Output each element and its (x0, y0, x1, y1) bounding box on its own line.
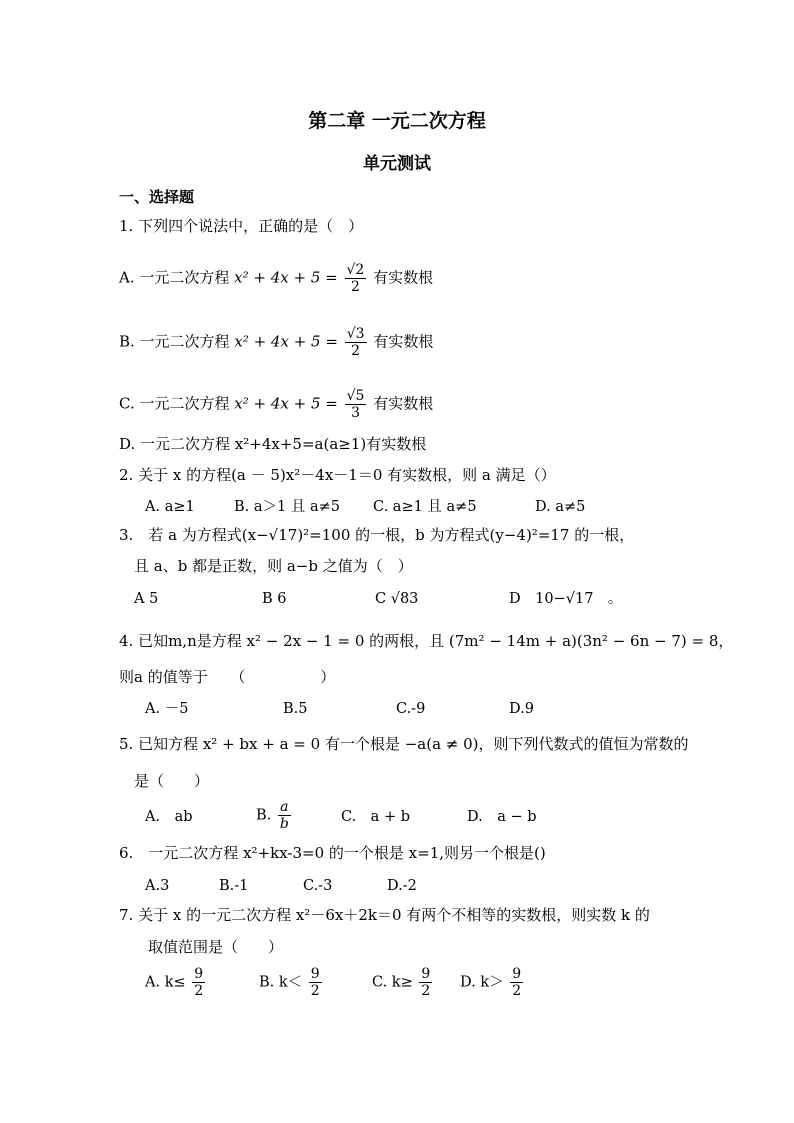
q6-stem: 6. 一元二次方程 x²+kx-3=0 的一个根是 x=1,则另一个根是() (119, 844, 546, 862)
q1-b-fraction (345, 326, 367, 359)
q1-c-prefix: C. 一元二次方程 (119, 394, 230, 413)
q7-option-b (259, 966, 324, 999)
q4-option-d: D.9 (509, 701, 534, 717)
q7-stem: 7. 关于 x 的一元二次方程 x²－6x＋2k＝0 有两个不相等的实数根，则实数 k 的 (119, 906, 650, 924)
q2-option-a: A. a≥1 (145, 499, 195, 515)
q7-option-b-label: B. k＜ (259, 974, 303, 991)
q7-option-a-fraction (192, 966, 205, 999)
chapter-title: 第二章 一元二次方程 (308, 110, 486, 132)
q5-option-b-fraction (278, 799, 291, 832)
q4-option-a: A. －5 (145, 701, 189, 717)
q7-option-d-fraction (510, 966, 523, 999)
q4-option-c: C.-9 (396, 701, 426, 717)
q5-stem-continued: 是（ ） (134, 772, 210, 790)
q5-option-a: A. ab (145, 809, 193, 825)
q5-option-b-label: B. (256, 807, 272, 824)
q4-option-b: B.5 (283, 701, 308, 717)
q7-option-a (145, 966, 207, 999)
q4-stem: 4. 已知m,n是方程 x² − 2x − 1 = 0 的两根，且 (7m² − 14m + a)(3n² − 6n − 7) = 8， (119, 632, 734, 650)
q1-c-fraction (345, 388, 367, 421)
q4-stem-continued: 则a 的值等于 （ ） (119, 668, 336, 686)
q3-option-b: B 6 (262, 591, 287, 607)
q1-c-numerator: √5 (346, 388, 365, 404)
q7-stem-continued: 取值范围是（ ） (148, 938, 284, 956)
q7-option-d (460, 966, 525, 999)
q7-option-a-denominator: 2 (194, 983, 204, 999)
q1-b-denominator: 2 (351, 343, 361, 359)
q7-option-c-fraction (419, 966, 432, 999)
q2-option-b: B. a＞1 且 a≠5 (234, 499, 340, 515)
q5-option-b-denominator: b (279, 816, 289, 832)
q1-a-prefix: A. 一元二次方程 (119, 268, 230, 287)
q6-option-b: B.-1 (219, 878, 249, 894)
q3-option-a: A 5 (134, 591, 159, 607)
q1-c-suffix: 有实数根 (373, 394, 434, 413)
q1-b-prefix: B. 一元二次方程 (119, 332, 230, 351)
q6-option-a: A.3 (145, 878, 170, 894)
subtitle: 单元测试 (363, 154, 431, 174)
q1-b-suffix: 有实数根 (373, 332, 434, 351)
q5-option-c: C. a + b (341, 809, 410, 825)
q1-a-numerator: √2 (346, 262, 365, 278)
q5-option-d: D. a − b (467, 809, 537, 825)
q1-option-d: D. 一元二次方程 x²+4x+5=a(a≥1)有实数根 (119, 435, 427, 453)
q1-c-denominator: 3 (351, 405, 360, 421)
q7-option-d-numerator: 9 (512, 966, 522, 982)
q2-stem: 2. 关于 x 的方程(a － 5)x²－4x－1＝0 有实数根，则 a 满足（） (119, 466, 556, 484)
q6-option-d: D.-2 (387, 878, 417, 894)
q3-stem-continued: 且 a、b 都是正数，则 a−b 之值为（ ） (134, 557, 413, 575)
q1-a-suffix: 有实数根 (373, 268, 434, 287)
q6-option-c: C.-3 (303, 878, 333, 894)
q1-stem: 1. 下列四个说法中，正确的是（ ） (119, 217, 364, 235)
q2-option-c: C. a≥1 且 a≠5 (373, 499, 477, 515)
q7-option-a-numerator: 9 (194, 966, 204, 982)
q7-option-b-denominator: 2 (310, 983, 320, 999)
q1-equation-lhs: x² + 4x + 5 = (234, 268, 338, 287)
q1-option-b (119, 326, 433, 359)
q1-a-fraction (345, 262, 367, 295)
q3-stem: 3. 若 a 为方程式(x−√17)²=100 的一根，b 为方程式(y−4)²=17 的一根， (119, 526, 635, 544)
q3-option-d: D 10−√17 。 (509, 591, 623, 607)
q1-b-numerator: √3 (346, 326, 365, 342)
q5-option-b-numerator: a (278, 799, 291, 816)
q7-option-a-label: A. k≤ (145, 974, 186, 991)
q7-option-c-label: C. k≥ (372, 974, 413, 991)
q3-option-c: C √83 (375, 591, 419, 607)
q7-option-b-fraction (309, 966, 322, 999)
q7-option-c-numerator: 9 (421, 966, 431, 982)
q2-option-d: D. a≠5 (535, 499, 586, 515)
q7-option-d-denominator: 2 (512, 983, 522, 999)
q5-stem: 5. 已知方程 x² + bx + a = 0 有一个根是 −a(a ≠ 0)，则下列代数式的值恒为常数的 (119, 735, 689, 753)
q1-option-c (119, 388, 433, 421)
q1-option-a (119, 262, 433, 295)
section-heading: 一、选择题 (119, 188, 195, 206)
q1-equation-lhs: x² + 4x + 5 = (234, 332, 338, 351)
q1-a-denominator: 2 (350, 279, 360, 295)
q1-equation-lhs: x² + 4x + 5 = (234, 394, 338, 413)
q5-option-b (256, 799, 293, 832)
q7-option-c (372, 966, 434, 999)
q7-option-d-label: D. k＞ (460, 974, 504, 991)
q7-option-b-numerator: 9 (310, 966, 320, 982)
q7-option-c-denominator: 2 (421, 983, 431, 999)
